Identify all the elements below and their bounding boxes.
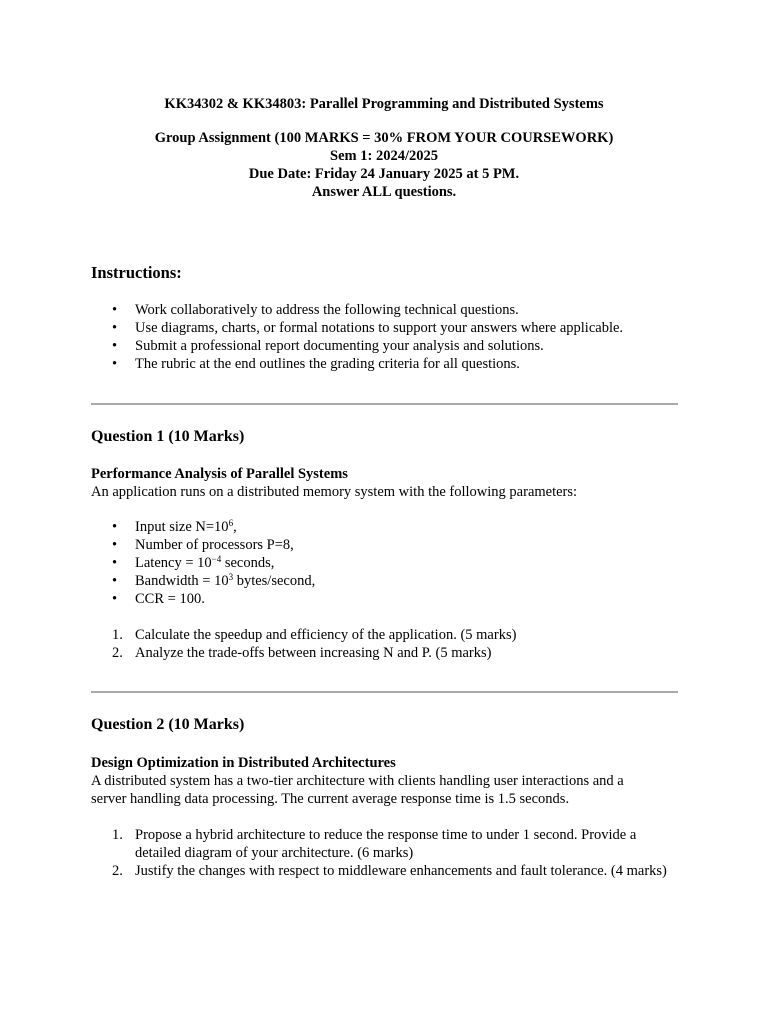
param-exponent: −4 [211,554,222,564]
question-2-heading: Question 2 (10 Marks) [91,716,245,733]
course-title [0,95,768,113]
list-item [91,301,623,319]
section-divider [91,403,678,405]
bullet-marker: • [112,519,118,535]
item-number: 1. [112,627,123,643]
bullet-marker: • [112,320,118,336]
instructions-list [91,301,623,373]
bullet-marker: • [112,302,118,318]
instruction-text: Submit a professional report documenting your analysis and solutions. [135,338,544,354]
param-text: bytes/second, [233,573,316,589]
param-exponent: 3 [228,572,234,582]
param-bandwidth [135,573,315,589]
param-text: Bandwidth = 10 [135,573,229,589]
item-number: 2. [112,863,123,879]
param-ccr: CCR = 100. [135,591,205,607]
list-item [91,355,623,373]
item-number: 1. [112,827,123,843]
bullet-marker: • [112,591,118,607]
instruction-text: The rubric at the end outlines the grading criteria for all questions. [135,356,520,372]
param-text: Input size N=10 [135,519,229,535]
bullet-marker: • [112,537,118,553]
list-item [91,862,671,880]
param-text: , [233,519,237,535]
question-1-heading: Question 1 (10 Marks) [91,428,245,445]
task-text: Propose a hybrid architecture to reduce the response time to under 1 second. Provide a detailed diagram of your architecture. (6 marks) [135,827,637,861]
list-item [91,554,315,572]
question-2-subheading: Design Optimization in Distributed Architectures [91,755,396,771]
semester-text: Sem 1: 2024/2025 [330,148,438,164]
list-item [91,319,623,337]
param-text: Latency = 10 [135,555,212,571]
bullet-marker: • [112,555,118,571]
task-text: Calculate the speedup and efficiency of the application. (5 marks) [135,627,517,643]
answer-note-text: Answer ALL questions. [311,184,457,200]
question-2-intro: A distributed system has a two-tier architecture with clients handling user interactions and a server handling data processing. The current average response time is 1.5 seconds. [91,773,624,807]
question-1-parameters [91,518,315,608]
list-item [91,337,623,355]
param-latency [135,555,274,571]
task-text: Justify the changes with respect to middleware enhancements and fault tolerance. (4 marks) [135,863,667,879]
list-item [91,536,315,554]
question-1-intro: An application runs on a distributed memory system with the following parameters: [91,484,578,500]
list-item [91,826,671,862]
bullet-marker: • [112,338,118,354]
instructions-heading: Instructions: [91,263,182,282]
list-item [91,626,671,644]
list-item [91,518,315,536]
instruction-text: Work collaboratively to address the following technical questions. [135,302,519,318]
question-1-subheading: Performance Analysis of Parallel Systems [91,466,348,482]
assignment-title: Group Assignment (100 MARKS = 30% FROM YOUR COURSEWORK) [154,130,614,146]
param-processors: Number of processors P=8, [135,537,294,553]
bullet-marker: • [112,573,118,589]
list-item [91,572,315,590]
instruction-text: Use diagrams, charts, or formal notations to support your answers where applicable. [135,320,624,336]
due-date-text: Due Date: Friday 24 January 2025 at 5 PM. [248,166,520,182]
list-item [91,644,671,662]
course-title-text: KK34302 & KK34803: Parallel Programming and Distributed Systems [164,96,604,112]
task-text: Analyze the trade-offs between increasing N and P. (5 marks) [135,645,492,661]
param-input-size [135,519,237,535]
param-text: seconds, [221,555,275,571]
section-divider [91,691,678,693]
bullet-marker: • [112,356,118,372]
param-exponent: 6 [228,518,234,528]
assignment-info [0,129,768,201]
list-item [91,590,315,608]
question-1-tasks [91,626,671,662]
question-2-tasks [91,826,671,880]
item-number: 2. [112,645,123,661]
